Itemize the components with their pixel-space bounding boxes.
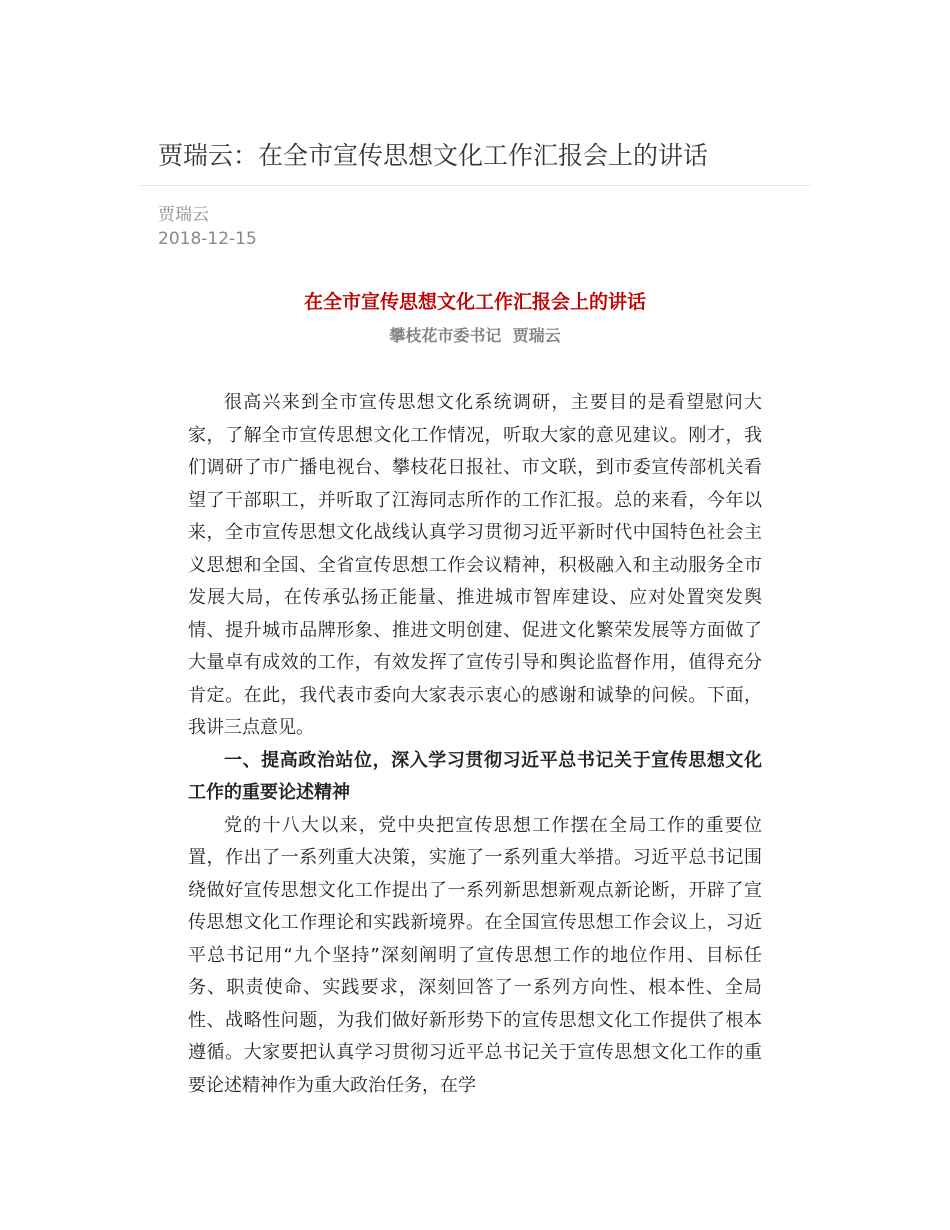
article-meta <box>158 203 257 251</box>
article-heading: 在全市宣传思想文化工作汇报会上的讲话 <box>303 291 646 313</box>
title-divider <box>140 185 810 186</box>
publish-date: 2018-12-15 <box>158 229 257 249</box>
page-title: 贾瑞云：在全市宣传思想文化工作汇报会上的讲话 <box>158 141 709 170</box>
body-paragraph: 很高兴来到全市宣传思想文化系统调研，主要目的是看望慰问大家，了解全市宣传思想文化工作情况，听取大家的意见建议。刚才，我们调研了市广播电视台、攀枝花日报社、市文联，到市委宣传部机关看望了干部职工，并听取了江海同志所作的工作汇报。总的来看，今年以来，全市宣传思想文化战线认真学习贯彻习近平新时代中国特色社会主义思想和全国、全省宣传思想工作会议精神，积极融入和主动服务全市发展大局，在传承弘扬正能量、推进城市智库建设、应对处置突发舆情、提升城市品牌形象、推进文明创建、促进文化繁荣发展等方面做了大量卓有成效的工作，有效发挥了宣传引导和舆论监督作用，值得充分肯定。在此，我代表市委向大家表示衷心的感谢和诚挚的问候。下面，我讲三点意见。 <box>188 392 762 738</box>
body-paragraph: 党的十八大以来，党中央把宣传思想工作摆在全局工作的重要位置，作出了一系列重大决策，实施了一系列重大举措。习近平总书记围绕做好宣传思想文化工作提出了一系列新思想新观点新论断，开辟了宣传思想文化工作理论和实践新境界。在全国宣传思想工作会议上，习近平总书记用“九个坚持”深刻阐明了宣传思想工作的地位作用、目标任务、职责使命、实践要求，深刻回答了一系列方向性、根本性、全局性、战略性问题，为我们做好新形势下的宣传思想文化工作提供了根本遵循。大家要把认真学习贯彻习近平总书记关于宣传思想文化工作的重要论述精神作为重大政治任务，在学 <box>188 814 762 1096</box>
article-body <box>188 387 762 1102</box>
article-byline: 攀枝花市委书记 贾瑞云 <box>389 326 561 345</box>
author-name: 贾瑞云 <box>158 205 209 225</box>
section-heading: 一、提高政治站位，深入学习贯彻习近平总书记关于宣传思想文化工作的重要论述精神 <box>188 749 762 803</box>
